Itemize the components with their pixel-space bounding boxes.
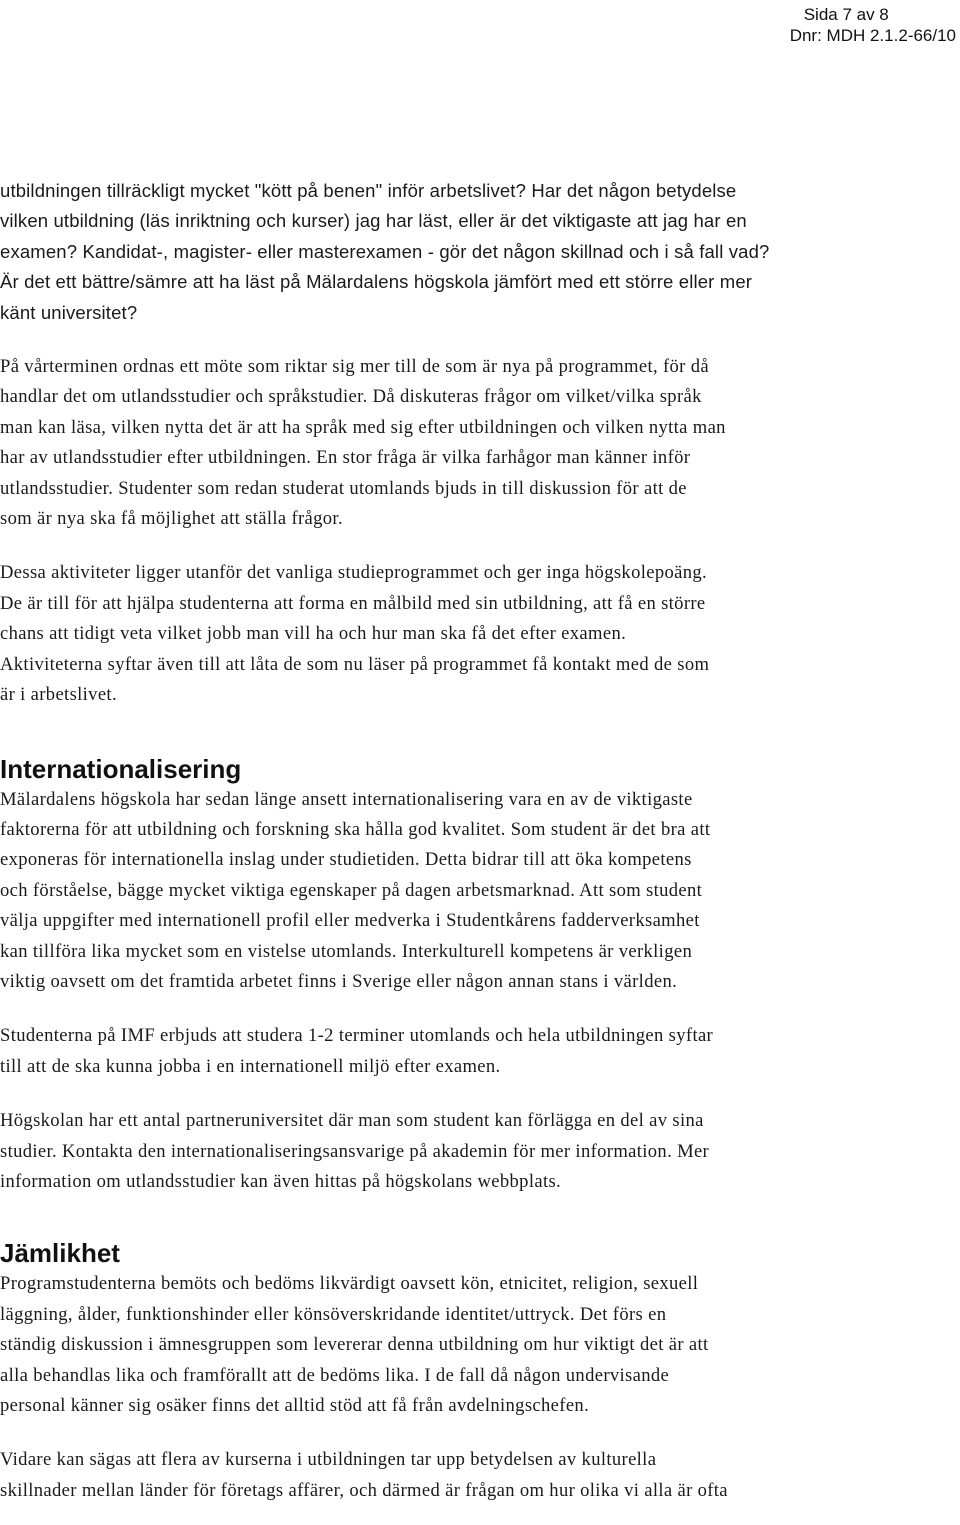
text-line: utbildningen tillräckligt mycket "kött på benen" inför arbetslivet? Har det någon betydelse <box>0 180 737 201</box>
heading-jamlikhet: Jämlikhet <box>0 1238 120 1269</box>
text-line: Programstudenterna bemöts och bedöms likvärdigt oavsett kön, etnicitet, religion, sexuell <box>0 1273 699 1295</box>
text-line: Dessa aktiviteter ligger utanför det vanliga studieprogrammet och ger inga högskolepoäng. <box>0 562 708 584</box>
text-line: har av utlandsstudier efter utbildningen. En stor fråga är vilka farhågor man känner inför <box>0 447 691 469</box>
text-line: chans att tidigt veta vilket jobb man vill ha och hur man ska få det efter examen. <box>0 623 627 645</box>
text-line: är i arbetslivet. <box>0 684 117 706</box>
text-line: utlandsstudier. Studenter som redan studerat utomlands bjuds in till diskussion för att de <box>0 477 687 499</box>
heading-internationalisering: Internationalisering <box>0 753 242 784</box>
document-reference: Dnr: MDH 2.1.2-66/10 <box>789 26 956 45</box>
text-line: examen? Kandidat-, magister- eller masterexamen - gör det någon skillnad och i så fall vad? <box>0 240 770 262</box>
text-line: välja uppgifter med internationell profil eller medverka i Studentkårens fadderverksamhet <box>0 910 700 932</box>
text-line: information om utlandsstudier kan även hittas på högskolans webbplats. <box>0 1170 562 1192</box>
intl-paragraph-2 <box>0 1021 960 1082</box>
text-line: viktig oavsett om det framtida arbetet finns i Sverige eller någon annan stans i världen. <box>0 970 678 992</box>
text-line: Högskolan har ett antal partneruniversitet där man som student kan förlägga en del av sina <box>0 1110 704 1132</box>
text-line: känt universitet? <box>0 301 138 323</box>
text-line: Mälardalens högskola har sedan länge ansett internationalisering vara en av de viktigaste <box>0 788 693 810</box>
page-header <box>789 4 956 46</box>
text-line: studier. Kontakta den internationaliseringsansvarige på akademin för mer information. Mer <box>0 1140 710 1162</box>
text-line: faktorerna för att utbildning och forskning ska hålla god kvalitet. Som student är det bra att <box>0 818 711 840</box>
text-line: Studenterna på IMF erbjuds att studera 1-2 terminer utomlands och hela utbildningen syftar <box>0 1025 714 1047</box>
varterminen-paragraph <box>0 352 960 534</box>
text-line: vilken utbildning (läs inriktning och kurser) jag har läst, eller är det viktigaste att jag har en <box>0 210 747 232</box>
text-line: man kan läsa, vilken nytta det är att ha språk med sig efter utbildningen och vilken nytta man <box>0 416 726 438</box>
jam-paragraph-1 <box>0 1269 960 1421</box>
text-line: Aktiviteterna syftar även till att låta de som nu läser på programmet få kontakt med de som <box>0 653 710 675</box>
text-line: exponeras för internationella inslag under studietiden. Detta bidrar till att öka kompetens <box>0 849 692 871</box>
text-line: till att de ska kunna jobba i en internationell miljö efter examen. <box>0 1055 501 1077</box>
text-line: läggning, ålder, funktionshinder eller könsöverskridande identitet/uttryck. Det förs en <box>0 1303 667 1325</box>
jam-paragraph-2 <box>0 1445 960 1506</box>
text-line: och förståelse, bägge mycket viktiga egenskaper på dagen arbetsmarknad. Att som student <box>0 879 703 901</box>
text-line: Är det ett bättre/sämre att ha läst på Mälardalens högskola jämfört med ett större eller mer <box>0 271 753 293</box>
intro-paragraph <box>0 176 960 328</box>
text-line: som är nya ska få möjlighet att ställa frågor. <box>0 508 343 530</box>
page-number: Sida 7 av 8 <box>803 5 889 24</box>
text-line: Vidare kan sägas att flera av kurserna i utbildningen tar upp betydelsen av kulturella <box>0 1449 657 1471</box>
intl-paragraph-3 <box>0 1106 960 1197</box>
text-line: kan tillföra lika mycket som en vistelse utomlands. Interkulturell kompetens är verkligen <box>0 940 693 962</box>
text-line: alla behandlas lika och framförallt att de bedöms lika. I de fall då någon undervisande <box>0 1364 670 1386</box>
text-line: På vårterminen ordnas ett möte som riktar sig mer till de som är nya på programmet, för då <box>0 356 709 378</box>
document-body <box>0 176 960 1506</box>
text-line: personal känner sig osäker finns det alltid stöd att få från avdelningschefen. <box>0 1395 590 1416</box>
intl-paragraph-1 <box>0 785 960 998</box>
aktiviteter-paragraph <box>0 558 960 710</box>
text-line: De är till för att hjälpa studenterna att forma en målbild med sin utbildning, att få en större <box>0 592 706 614</box>
text-line: skillnader mellan länder för företags affärer, och därmed är frågan om hur olika vi alla är ofta <box>0 1479 728 1501</box>
text-line: handlar det om utlandsstudier och språkstudier. Då diskuteras frågor om vilket/vilka språk <box>0 386 702 408</box>
text-line: ständig diskussion i ämnesgruppen som levererar denna utbildning om hur viktigt det är att <box>0 1334 709 1356</box>
